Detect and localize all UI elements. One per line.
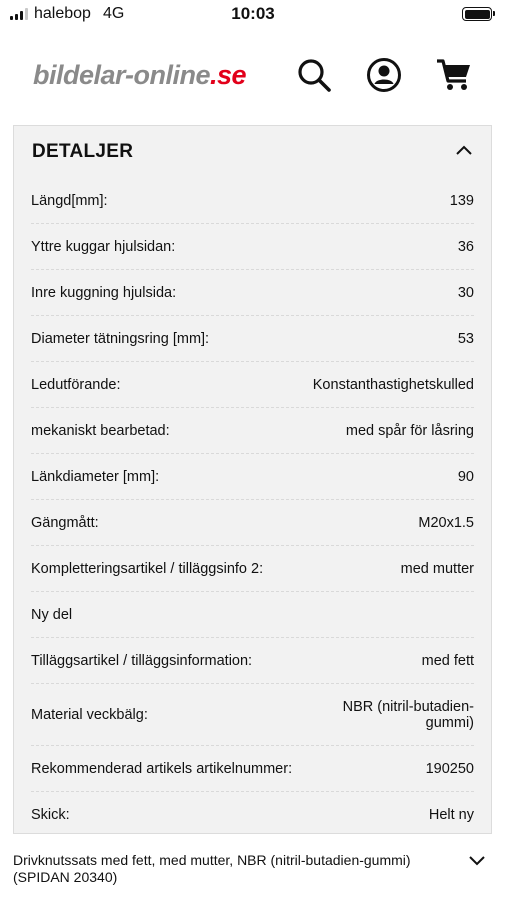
detail-row xyxy=(31,316,474,362)
site-header xyxy=(0,28,506,122)
detail-label: mekaniskt bearbetad: xyxy=(31,422,170,439)
detail-value: 53 xyxy=(457,330,474,347)
detail-label: Längd[mm]: xyxy=(31,192,108,209)
detail-value: med mutter xyxy=(400,560,474,577)
product-description-toggle[interactable] xyxy=(13,852,492,886)
detail-label: Länkdiameter [mm]: xyxy=(31,468,160,485)
detail-value: M20x1.5 xyxy=(418,514,474,531)
site-logo[interactable] xyxy=(33,60,292,91)
detail-row xyxy=(31,592,474,638)
detail-row xyxy=(31,270,474,316)
details-rows xyxy=(14,178,491,838)
detail-label: Gängmått: xyxy=(31,514,99,531)
carrier-name: halebop xyxy=(34,5,91,22)
detail-row xyxy=(31,178,474,224)
detail-label: Material veckbälg: xyxy=(31,706,148,723)
detail-row xyxy=(31,500,474,546)
detail-row xyxy=(31,792,474,838)
detail-row xyxy=(31,362,474,408)
chevron-down-icon[interactable] xyxy=(468,854,486,871)
details-panel xyxy=(13,125,492,834)
detail-value: 30 xyxy=(457,284,474,301)
detail-value: Konstanthastighetskulled xyxy=(312,376,474,393)
detail-value: 90 xyxy=(457,468,474,485)
product-description-text: Drivknutssats med fett, med mutter, NBR (nitril-butadien-gummi) (SPIDAN 20340) xyxy=(13,852,411,885)
detail-value: NBR (nitril-butadien-gummi) xyxy=(342,698,474,731)
detail-value: 36 xyxy=(457,238,474,255)
detail-value: med spår för låsring xyxy=(345,422,474,439)
detail-label: Kompletteringsartikel / tilläggsinfo 2: xyxy=(31,560,264,577)
search-icon[interactable] xyxy=(292,53,336,97)
detail-row xyxy=(31,408,474,454)
details-header[interactable] xyxy=(14,126,491,178)
chevron-up-icon[interactable] xyxy=(455,143,473,161)
detail-label: Tilläggsartikel / tilläggsinformation: xyxy=(31,652,253,669)
detail-value: med fett xyxy=(421,652,474,669)
detail-row xyxy=(31,746,474,792)
details-title: DETALJER xyxy=(32,141,134,162)
status-bar xyxy=(0,0,506,28)
detail-label: Rekommenderad artikels artikelnummer: xyxy=(31,760,293,777)
logo-main: bildelar-online xyxy=(33,59,211,90)
detail-label: Diameter tätningsring [mm]: xyxy=(31,330,210,347)
detail-value: 190250 xyxy=(425,760,474,777)
status-left xyxy=(10,5,124,23)
detail-row xyxy=(31,684,474,746)
detail-label: Ny del xyxy=(31,606,73,623)
detail-label: Inre kuggning hjulsida: xyxy=(31,284,177,301)
detail-row xyxy=(31,546,474,592)
account-icon[interactable] xyxy=(362,53,406,97)
status-time: 10:03 xyxy=(231,4,275,23)
battery-icon xyxy=(462,7,492,21)
detail-label: Skick: xyxy=(31,807,70,823)
signal-icon xyxy=(10,8,28,20)
detail-value: Helt ny xyxy=(428,807,474,823)
detail-value: 139 xyxy=(449,192,474,209)
header-icons xyxy=(292,53,476,97)
detail-label: Yttre kuggar hjulsidan: xyxy=(31,238,176,255)
detail-label: Ledutförande: xyxy=(31,376,121,393)
detail-row xyxy=(31,638,474,684)
detail-row xyxy=(31,454,474,500)
detail-row xyxy=(31,224,474,270)
logo-tld: .se xyxy=(210,59,247,90)
network-type: 4G xyxy=(102,5,125,22)
cart-icon[interactable] xyxy=(432,53,476,97)
